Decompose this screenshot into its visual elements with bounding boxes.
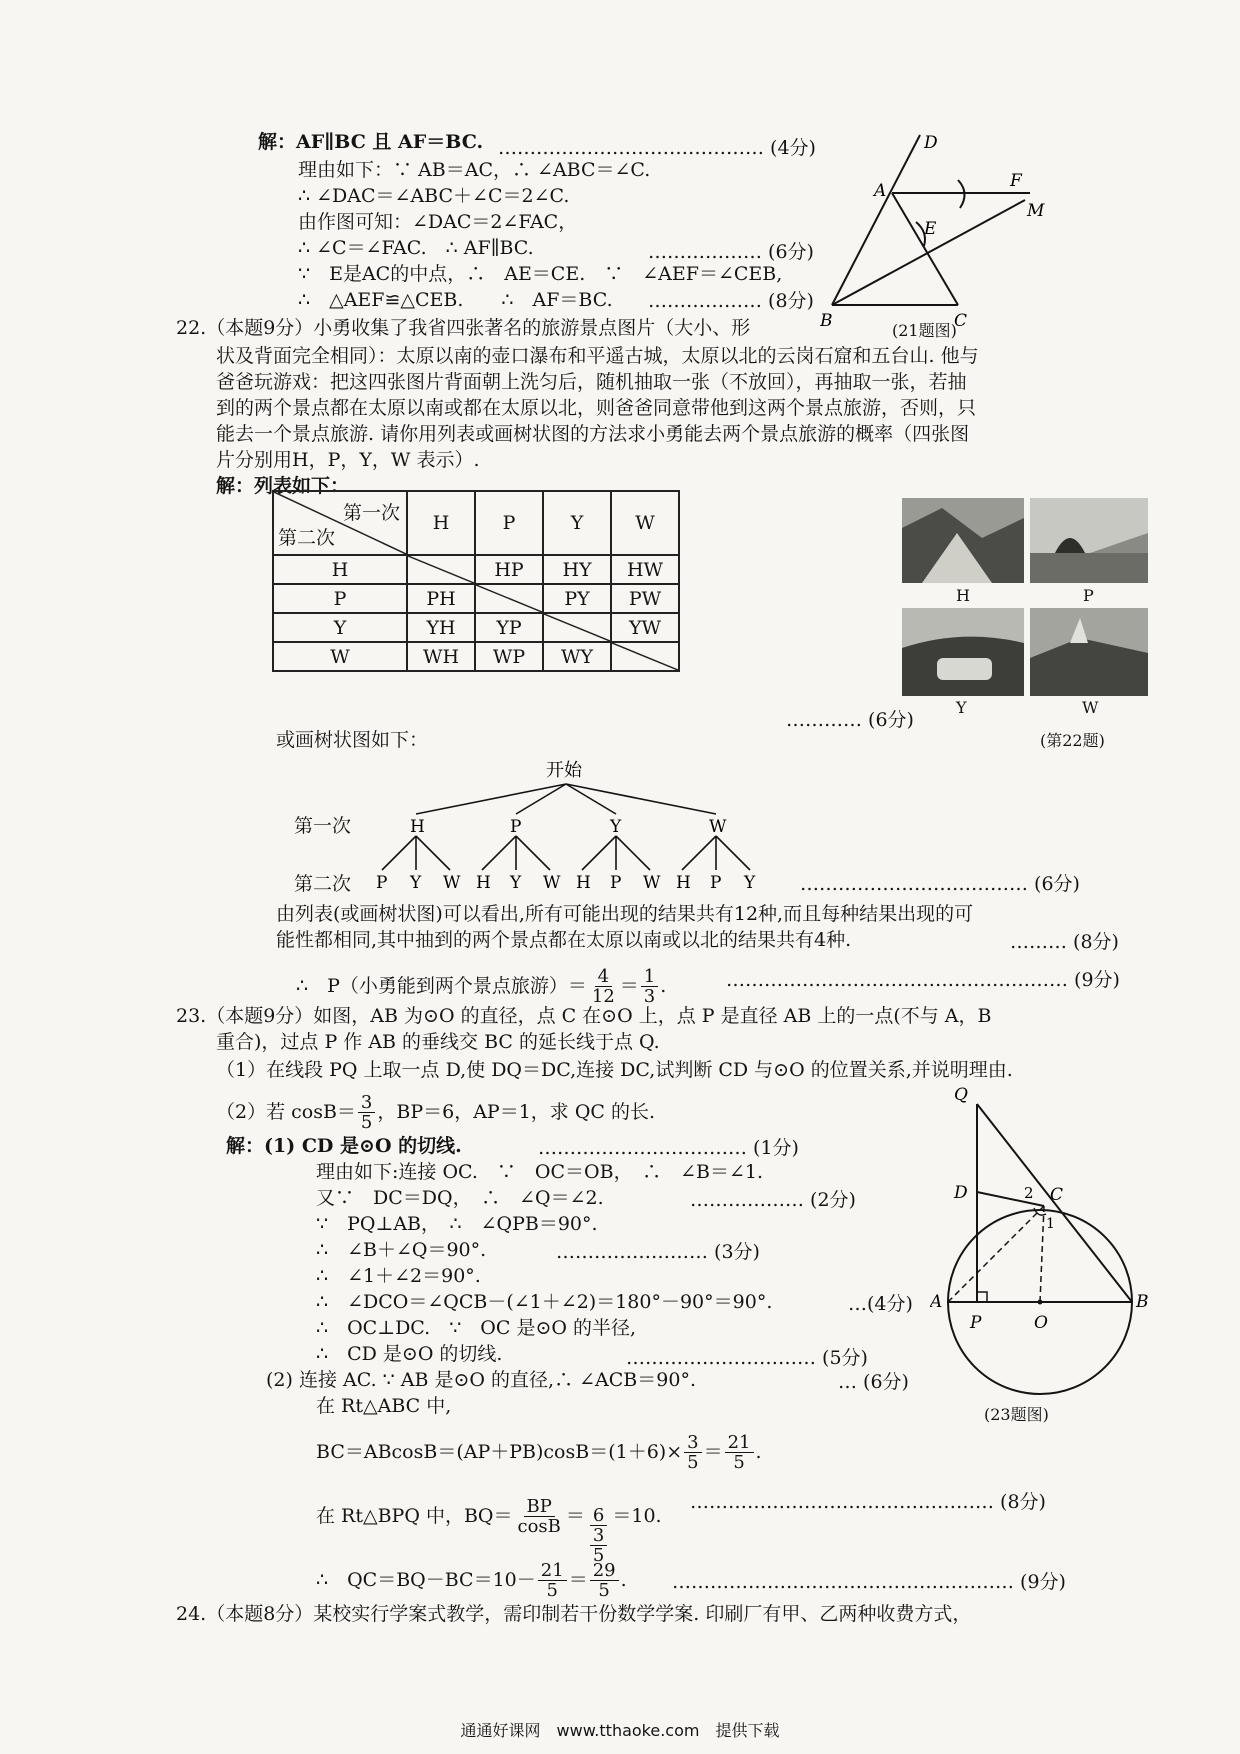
q22-tree-score: ……………………………… (6分) xyxy=(800,873,1080,895)
q23-sol-5: ∴ ∠B＋∠Q＝90°. xyxy=(316,1239,487,1261)
tree-l1-y: Y xyxy=(610,817,622,837)
svg-text:Y: Y xyxy=(744,873,756,893)
q22-line-6: 片分别用H，P，Y，W 表示）. xyxy=(216,449,480,471)
fig23-label-b: B xyxy=(1136,1292,1149,1312)
q23-sol-6: ∴ ∠1＋∠2＝90°. xyxy=(316,1265,481,1287)
table-row: P PH PY PW xyxy=(273,584,679,613)
q21-line-2: 理由如下：∵ AB＝AC，∴ ∠ABC＝∠C. xyxy=(298,159,651,181)
q23-score-6: … (6分) xyxy=(838,1371,909,1393)
q21-line-1: 解：AF∥BC 且 AF＝BC. xyxy=(258,131,484,153)
fig21-label-b: B xyxy=(820,311,833,331)
tree-label-second: 第二次 xyxy=(294,873,352,895)
table-header-first: 第一次 xyxy=(342,502,400,524)
q23-bq-score: ………………………………………… (8分) xyxy=(690,1491,1046,1513)
tree-l1-h: H xyxy=(410,817,425,837)
q23-score-2: ……………… (2分) xyxy=(690,1189,856,1211)
svg-text:Y: Y xyxy=(510,873,522,893)
q23-intro-2: 重合)，过点 P 作 AB 的垂线交 BC 的延长线于点 Q. xyxy=(216,1031,660,1053)
fig21-label-c: C xyxy=(954,311,968,331)
fig21-label-a: A xyxy=(874,181,887,201)
q23-sol-4: ∵ PQ⊥AB， ∴ ∠QPB＝90°. xyxy=(316,1213,598,1235)
svg-text:Y: Y xyxy=(410,873,422,893)
q23-intro-1: 23.（本题9分）如图，AB 为⊙O 的直径，点 C 在⊙O 上，点 P 是直径 AB 上的一点(不与 A，B xyxy=(176,1005,992,1027)
table-header-cell xyxy=(273,491,407,555)
svg-text:H: H xyxy=(576,873,591,893)
q23-part-1: （1）在线段 PQ 上取一点 D,使 DQ＝DC,连接 DC,试判断 CD 与⊙O 的位置关系,并说明理由. xyxy=(216,1059,1013,1081)
q22-line-3: 爸爸玩游戏：把这四张图片背面朝上洗匀后，随机抽取一张（不放回），再抽取一张，若抽 xyxy=(216,371,967,393)
fig23-label-c: C xyxy=(1050,1185,1064,1205)
q23-sol-2: 理由如下:连接 OC. ∵ OC＝OB， ∴ ∠B＝∠1. xyxy=(316,1161,764,1183)
fig21-caption: (21题图) xyxy=(892,321,957,340)
figure-23 xyxy=(930,1084,1150,1424)
photo-caption: (第22题) xyxy=(1040,731,1105,750)
svg-text:W: W xyxy=(643,873,661,893)
q22-conclusion-2: 能性都相同,其中抽到的两个景点都在太原以南或以北的结果共有4种. xyxy=(276,929,852,951)
q21-line-6: ∵ E是AC的中点，∴ AE＝CE. ∵ ∠AEF＝∠CEB, xyxy=(298,263,783,285)
q22-line-4: 到的两个景点都在太原以南或都在太原以北，则爸爸同意带他到这两个景点旅游，否则，只 xyxy=(216,397,977,419)
photo-label-p: P xyxy=(1083,586,1094,605)
table-col-w: W xyxy=(611,491,679,555)
tree-root: 开始 xyxy=(546,760,582,781)
fig21-label-d: D xyxy=(924,133,938,153)
q23-sol-1: 解：(1) CD 是⊙O 的切线. xyxy=(226,1135,462,1157)
q22-line-7: 解：列表如下： xyxy=(216,475,350,497)
table-row: Y YH YP YW xyxy=(273,613,679,642)
q23-sol-9: ∴ CD 是⊙O 的切线. xyxy=(316,1343,503,1365)
fig21-label-e: E xyxy=(924,219,937,239)
fig23-label-q: Q xyxy=(954,1085,968,1105)
q21-score-8: ……………… (8分) xyxy=(648,290,814,312)
q23-qc-line: ∴ QC＝BQ－BC＝10－ $\frac{21}{5}$ ＝ $\frac{29}{5}$ . xyxy=(316,1559,627,1601)
fig23-label-o: O xyxy=(1034,1313,1048,1333)
q21-score-6: ……………… (6分) xyxy=(648,241,814,263)
table-col-y: Y xyxy=(543,491,611,555)
q22-conclusion-1: 由列表(或画树状图)可以看出,所有可能出现的结果共有12种,而且每种结果出现的可 xyxy=(276,903,974,925)
q21-line-5: ∴ ∠C＝∠FAC. ∴ AF∥BC. xyxy=(298,237,534,259)
page-footer: 通通好课网 www.tthaoke.com 提供下载 xyxy=(460,1721,780,1740)
q21-line-4: 由作图可知：∠DAC＝2∠FAC， xyxy=(298,211,578,233)
fig23-label-a: A xyxy=(930,1292,943,1312)
q23-sol-8: ∴ OC⊥DC. ∵ OC 是⊙O 的半径, xyxy=(316,1317,637,1339)
q23-sol-7: ∴ ∠DCO＝∠QCB－(∠1＋∠2)＝180°－90°＝90°. xyxy=(316,1291,773,1313)
q22-line-1: 22.（本题9分）小勇收集了我省四张著名的旅游景点图片（大小、形 xyxy=(176,317,751,339)
tree-label-first: 第一次 xyxy=(294,815,352,837)
photo-label-y: Y xyxy=(956,698,967,717)
q23-sol-3: 又∵ DC＝DQ， ∴ ∠Q＝∠2. xyxy=(316,1187,604,1209)
fig23-label-d: D xyxy=(954,1183,968,1203)
q22-tree-intro: 或画树状图如下： xyxy=(276,729,429,751)
svg-text:W: W xyxy=(543,873,561,893)
svg-text:P: P xyxy=(710,873,722,893)
photo-p xyxy=(1030,498,1148,583)
fig23-label-p: P xyxy=(970,1313,982,1333)
table-header-second: 第二次 xyxy=(278,527,336,549)
outcome-table xyxy=(272,490,680,672)
q23-sol-10: (2) 连接 AC. ∵ AB 是⊙O 的直径,∴ ∠ACB＝90°. xyxy=(266,1369,696,1391)
q23-part-2: （2）若 cosB＝ $\frac{3}{5}$ ，BP＝6，AP＝1，求 QC 的长. xyxy=(216,1091,656,1133)
table-row: W WH WP WY xyxy=(273,642,679,671)
photo-label-h: H xyxy=(956,586,970,605)
tree-l1-w: W xyxy=(709,817,727,837)
tree-diagram xyxy=(290,756,770,906)
q23-score-4: …(4分) xyxy=(848,1293,913,1315)
figure-21 xyxy=(820,130,1060,345)
q22-conclusion-score: ……… (8分) xyxy=(1010,931,1119,953)
table-col-p: P xyxy=(475,491,543,555)
q21-line-7: ∴ △AEF≌△CEB. ∴ AF＝BC. xyxy=(298,289,613,311)
q21-score-4: …………………………………… (4分) xyxy=(498,137,816,159)
table-row: H HP HY HW xyxy=(273,555,679,584)
svg-text:P: P xyxy=(610,873,622,893)
q23-bq-line: 在 Rt△BPQ 中，BQ＝ $\frac{BP}{\cos B}$ ＝ 6 3 5 ＝10. xyxy=(316,1495,662,1566)
fig21-label-f: F xyxy=(1010,171,1022,191)
tree-l1-p: P xyxy=(510,817,522,837)
q22-line-5: 能去一个景点旅游. 请你用列表或画树状图的方法求小勇能去两个景点旅游的概率（四张图 xyxy=(216,423,970,445)
svg-text:P: P xyxy=(376,873,388,893)
q23-score-3: …………………… (3分) xyxy=(556,1241,760,1263)
table-col-h: H xyxy=(407,491,475,555)
q23-qc-score: ……………………………………………… (9分) xyxy=(672,1571,1066,1593)
q24-line: 24.（本题8分）某校实行学案式教学，需印制若干份数学学案. 印刷厂有甲、乙两种收费方式， xyxy=(176,1603,972,1625)
q22-prob-score: ……………………………………………… (9分) xyxy=(726,969,1120,991)
q21-line-3: ∴ ∠DAC＝∠ABC＋∠C＝2∠C. xyxy=(298,185,570,207)
q23-sol-11: 在 Rt△ABC 中, xyxy=(316,1395,452,1417)
q23-score-1: …………………………… (1分) xyxy=(538,1137,799,1159)
svg-text:W: W xyxy=(443,873,461,893)
fig23-label-2: 2 xyxy=(1024,1184,1034,1202)
q22-table-score: ………… (6分) xyxy=(786,709,914,731)
fig21-label-m: M xyxy=(1027,201,1045,221)
q23-bc-line: BC＝ABcosB＝(AP＋PB)cosB＝(1＋6)× $\frac{3}{5}$ ＝ $\frac{21}{5}$ . xyxy=(316,1431,762,1473)
svg-text:H: H xyxy=(476,873,491,893)
photo-label-w: W xyxy=(1082,698,1099,717)
svg-text:H: H xyxy=(676,873,691,893)
photo-y xyxy=(902,608,1024,696)
fig23-label-1: 1 xyxy=(1046,1216,1055,1232)
photo-h xyxy=(902,498,1024,583)
q23-score-5: ………………………… (5分) xyxy=(626,1347,868,1369)
photo-w xyxy=(1030,608,1148,696)
q22-probability: ∴ P（小勇能到两个景点旅游）＝ $\frac{4}{12}$ ＝ $\frac{1}{3}$ . xyxy=(296,965,667,1007)
fig23-caption: (23题图) xyxy=(984,1405,1049,1424)
q22-line-2: 状及背面完全相同）：太原以南的壶口瀑布和平遥古城，太原以北的云岗石窟和五台山. 他与 xyxy=(216,345,979,367)
